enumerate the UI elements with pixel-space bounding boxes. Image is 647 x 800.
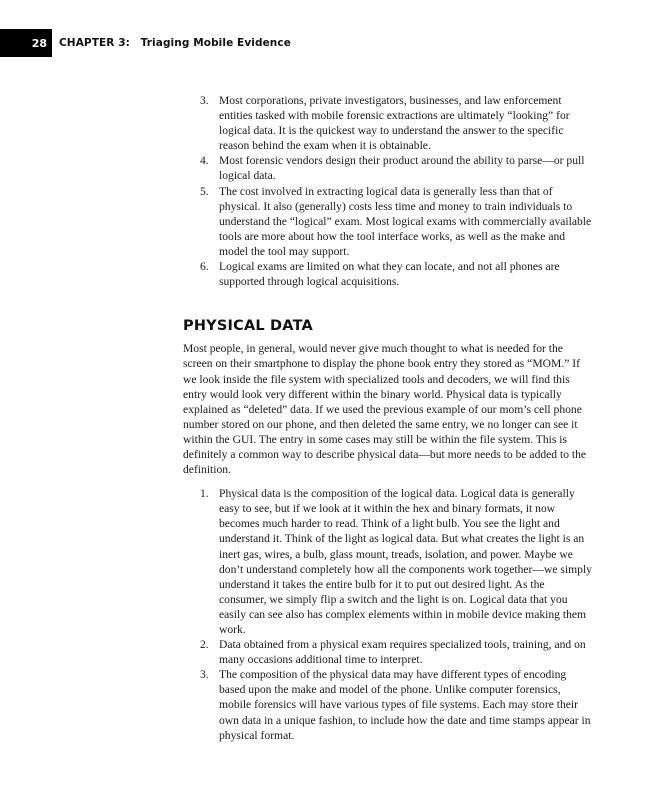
page-number: 28: [0, 29, 52, 57]
list-item: [200, 184, 593, 259]
list-number: 3.: [200, 94, 209, 107]
section-heading: PHYSICAL DATA: [183, 318, 313, 335]
numbered-list-logical: [200, 93, 593, 289]
list-item: [200, 93, 593, 153]
list-number: 3.: [200, 668, 209, 682]
list-number: 4.: [200, 154, 209, 168]
list-item: [200, 667, 593, 742]
list-number: 5.: [200, 184, 209, 198]
list-text: Most corporations, private investigators, businesses, and law enforcement entities tasked with mobile forensic extractions are ultimately “looking” for logical data. It is the quickest way to understand the answer to the specific reason behind the exam when it is obtainable.: [219, 94, 570, 153]
list-text: Logical exams are limited on what they can locate, and not all phones are supported through logical acquisitions.: [219, 260, 560, 289]
list-item: [200, 486, 593, 637]
chapter-title: Triaging Mobile Evidence: [140, 37, 291, 49]
page-body: [183, 93, 593, 743]
list-item: [200, 637, 593, 667]
list-item: [200, 153, 593, 183]
list-text: The composition of the physical data may have different types of encoding based upon the make and model of the phone. Unlike computer forensics, mobile forensics will have various types of file systems. Each may store their own data in a unique fashion, to include how the date and time stamps appear in physical format.: [219, 668, 591, 742]
chapter-label: CHAPTER 3:: [59, 37, 130, 49]
chapter-heading: [59, 37, 291, 49]
list-number: 2.: [200, 638, 209, 652]
list-number: 1.: [200, 487, 209, 501]
list-number: 6.: [200, 260, 209, 274]
list-text: Most forensic vendors design their product around the ability to parse—or pull logical data.: [219, 154, 585, 183]
list-text: The cost involved in extracting logical data is generally less than that of physical. It also (generally) costs less time and money to train individuals to understand the “logical” exam. Most logical exams with commercially available tools are more about how the tool interface works, as well as the make and model the tool may support.: [219, 184, 592, 258]
list-text: Physical data is the composition of the logical data. Logical data is generally easy to see, but if we look at it within the hex and binary formats, it now becomes much harder to read. Think of a light bulb. You see the light and understand it. Think of the light as logical data. But what creates the light is an inert gas, wires, a bulb, glass mount, treads, isolation, and power. Maybe we don’t understand completely how all the components work together—we simply understand it takes the entire bulb for it to put out desired light. As the consumer, we simply flip a switch and the light is on. Logical data that you easily can see also has complex elements within in mobile device making them work.: [219, 487, 592, 636]
section-paragraph: Most people, in general, would never give much thought to what is needed for the screen on their smartphone to display the phone book entry they stored as “MOM.” If we look inside the file system with specialized tools and decoders, we will find this entry would look very different within the binary world. Physical data is typically explained as “deleted” data. If we used the previous example of our mom’s cell phone number stored on our phone, and then deleted the same entry, we no longer can see it within the GUI. The entry in some cases may still be within the file system. This is definitely a common way to describe physical data—but more needs to be added to the definition.: [183, 342, 587, 477]
list-item: [200, 259, 593, 289]
numbered-list-physical: [200, 486, 593, 743]
running-header: [0, 29, 647, 57]
list-text: Data obtained from a physical exam requires specialized tools, training, and on many occasions additional time to interpret.: [219, 638, 586, 667]
